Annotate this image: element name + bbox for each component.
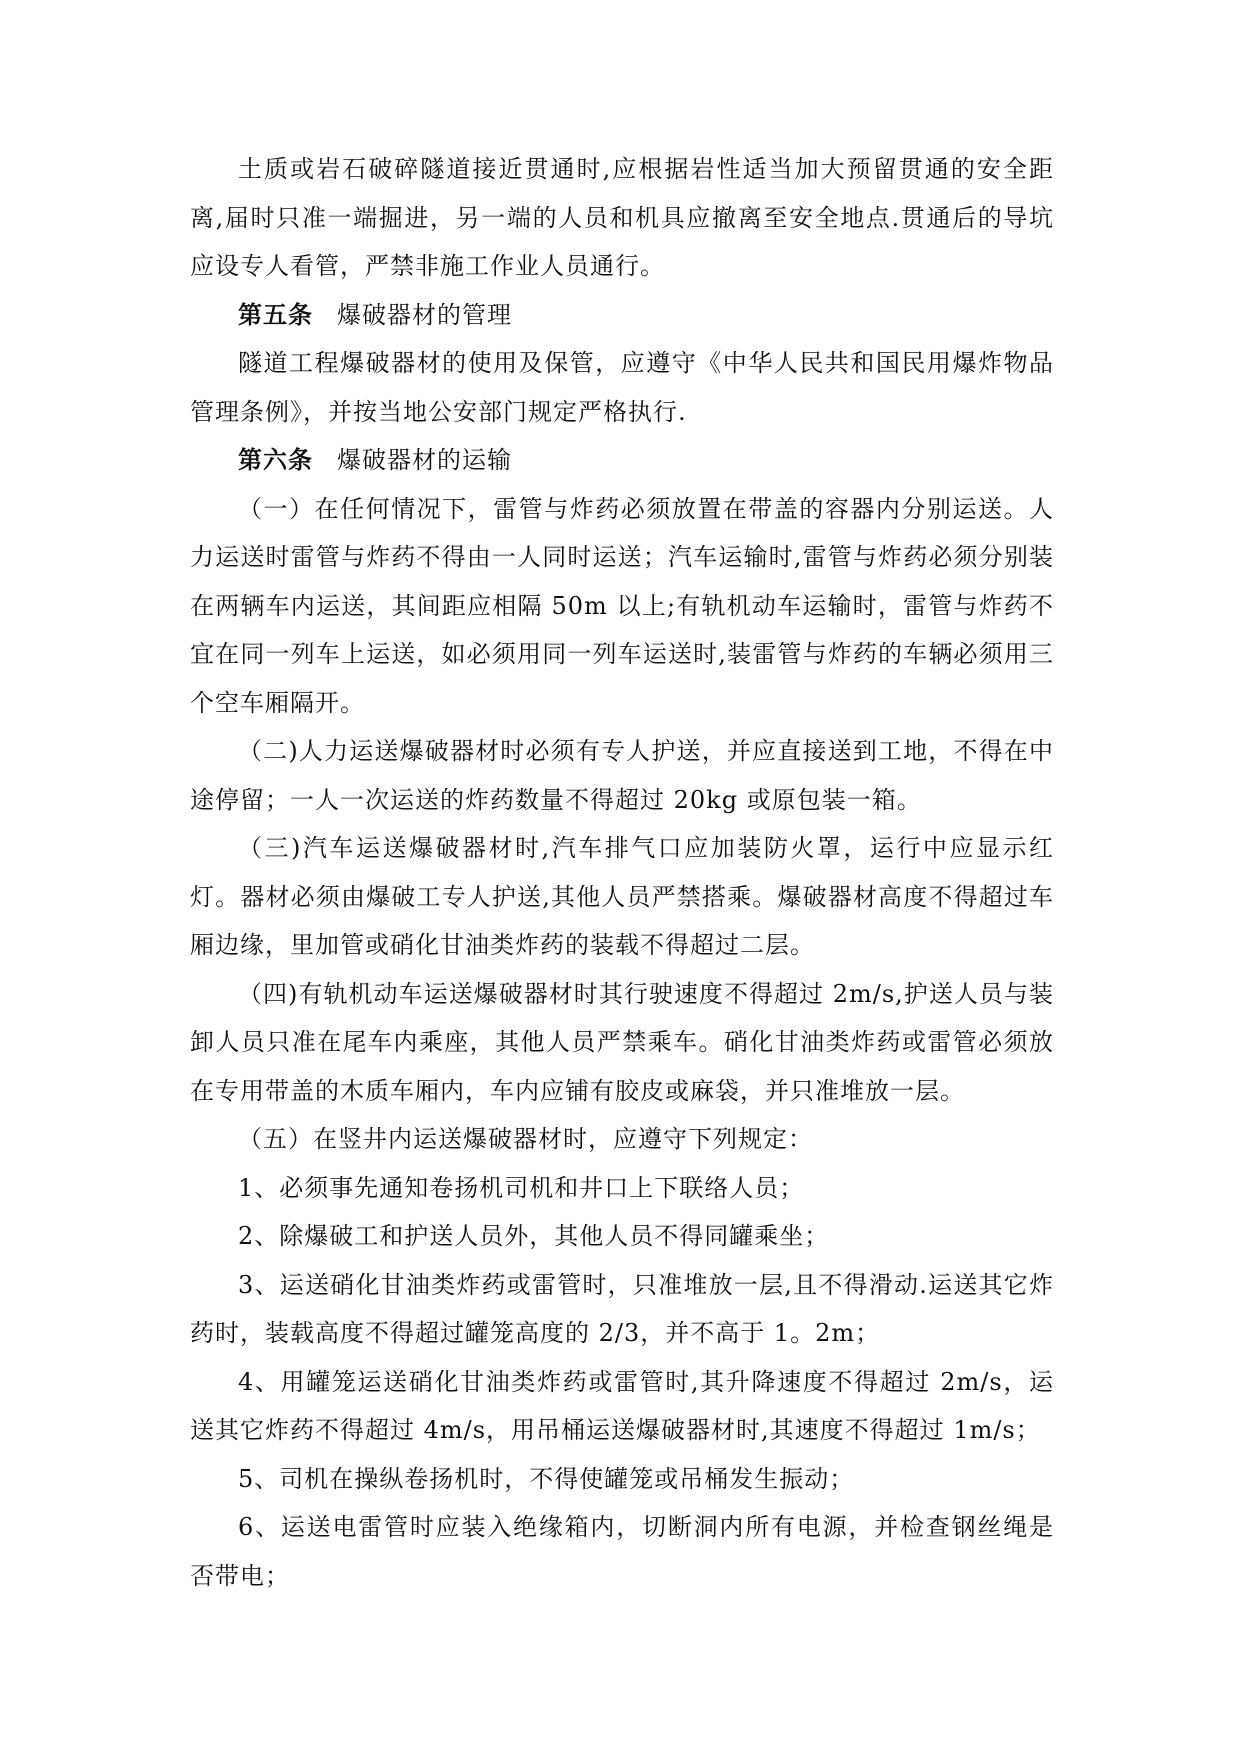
paragraph-explosives-management: 隧道工程爆破器材的使用及保管，应遵守《中华人民共和国民用爆炸物品管理条例》，并按当地公安部门规定严格执行. <box>190 349 1054 426</box>
list-item-1: 1、必须事先通知卷扬机司机和井口上下联络人员； <box>238 1173 805 1202</box>
list-item-6: 6、运送电雷管时应装入绝缘箱内，切断洞内所有电源，并检查钢丝绳是否带电； <box>190 1513 1054 1590</box>
list-item-3: 3、运送硝化甘油类炸药或雷管时，只准堆放一层,且不得滑动.运送其它炸药时，装载高度不得超过罐笼高度的 2/3，并不高于 1。2m； <box>190 1270 1054 1347</box>
list-item-5: 5、司机在操纵卷扬机时，不得使罐笼或吊桶发生振动； <box>238 1464 855 1493</box>
list-item-4: 4、用罐笼运送硝化甘油类炸药或雷管时,其升降速度不得超过 2m/s，运送其它炸药不得超过 4m/s，用吊桶运送爆破器材时,其速度不得超过 1m/s； <box>190 1367 1054 1444</box>
document-page <box>190 145 1054 1600</box>
paragraph-clause-4: （四)有轨机动车运送爆破器材时其行驶速度不得超过 2m/s,护送人员与装卸人员只准在尾车内乘座，其他人员严禁乘车。硝化甘油类炸药或雷管必须放在专用带盖的木质车厢内，车内应铺有胶皮或麻袋，并只准堆放一层。 <box>190 979 1054 1105</box>
article-title: 爆破器材的管理 <box>337 300 512 329</box>
paragraph-clause-5: （五）在竖井内运送爆破器材时，应遵守下列规定： <box>238 1125 813 1153</box>
paragraph-tunnel-breakthrough: 土质或岩石破碎隧道接近贯通时,应根据岩性适当加大预留贯通的安全距离,届时只准一端掘进，另一端的人员和机具应撤离至安全地点.贯通后的导坑应设专人看管，严禁非施工作业人员通行。 <box>190 155 1054 280</box>
article-title: 爆破器材的运输 <box>337 446 512 474</box>
paragraph-clause-1: （一）在任何情况下，雷管与炸药必须放置在带盖的容器内分别运送。人力运送时雷管与炸药不得由一人同时运送；汽车运输时,雷管与炸药必须分别装在两辆车内运送，其间距应相隔 50m 以上;有轨机动车运输时，雷管与炸药不宜在同一列车上运送，如必须用同一列车运送时,装雷管与炸药的车辆必须用三个空车厢隔开。 <box>190 494 1054 717</box>
paragraph-clause-2: （二)人力运送爆破器材时必须有专人护送，并应直接送到工地，不得在中途停留；一人一次运送的炸药数量不得超过 20kg 或原包装一箱。 <box>190 737 1054 814</box>
article-number: 第六条 <box>238 446 313 474</box>
article-number: 第五条 <box>238 300 313 329</box>
article-heading-6 <box>190 436 1054 485</box>
article-heading-5 <box>190 291 1054 340</box>
list-item-2: 2、除爆破工和护送人员外，其他人员不得同罐乘坐； <box>238 1222 830 1250</box>
paragraph-clause-3: （三)汽车运送爆破器材时,汽车排气口应加装防火罩，运行中应显示红灯。器材必须由爆破工专人护送,其他人员严禁搭乘。爆破器材高度不得超过车厢边缘，里加管或硝化甘油类炸药的装载不得超过二层。 <box>190 834 1054 959</box>
